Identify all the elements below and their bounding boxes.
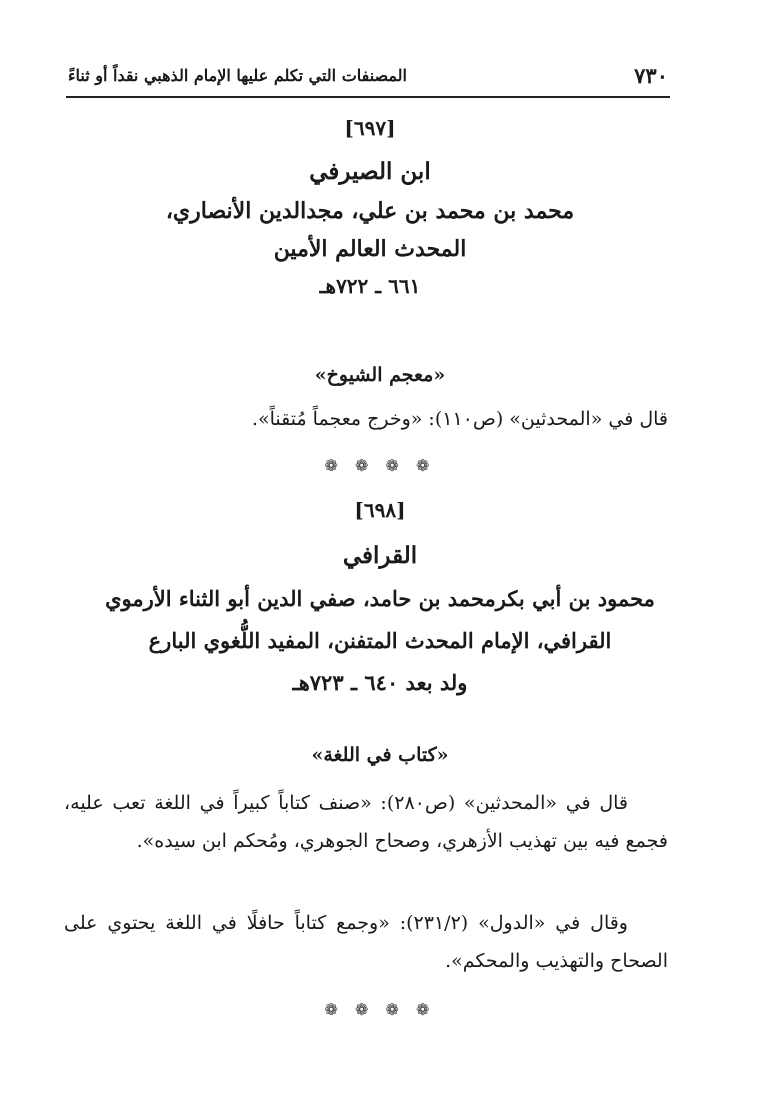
- entry-full-name-line1: محمود بن أبي بكرمحمد بن حامد، صفي الدين أبو الثناء الأرموي: [105, 586, 655, 611]
- section-separator: ❁ ❁ ❁ ❁: [324, 1000, 436, 1019]
- quote-3-text: وقال في «الدول» (٢٣١/٢): «وجمع كتاباً حافلًا في اللغة يحتوي على الصحاح والتهذيب والمحكم».: [64, 912, 668, 972]
- section-separator: ❁ ❁ ❁ ❁: [324, 456, 436, 475]
- page-header: [68, 60, 668, 90]
- entry-descriptor: المحدث العالم الأمين: [273, 236, 467, 262]
- header-rule: [66, 96, 670, 98]
- work-title-2: «كتاب في اللغة»: [311, 744, 449, 766]
- running-title: المصنفات التي تكلم عليها الإمام الذهبي نقداً أو ثناءً: [68, 65, 407, 85]
- entry-full-name: محمد بن محمد بن علي، مجدالدين الأنصاري،: [165, 198, 575, 224]
- work-title-1: «معجم الشيوخ»: [314, 364, 446, 386]
- entry-number: [٦٩٧]: [344, 116, 396, 140]
- entry-name: القرافي: [342, 542, 418, 569]
- quote-3: [64, 904, 668, 980]
- entry-number: [٦٩٨]: [354, 498, 406, 522]
- quote-1: قال في «المحدثين» (ص١١٠): «وخرج معجماً مُتقناً».: [251, 408, 668, 430]
- entry-name: ابن الصيرفي: [309, 158, 431, 185]
- entry-698-header: [50, 500, 710, 712]
- quote-2-text: قال في «المحدثين» (ص٢٨٠): «صنف كتاباً كبيراً في اللغة تعب عليه، فجمع فيه بين تهذيب الأزهري، وصحاح الجوهري، ومُحكم ابن سيده».: [64, 792, 668, 852]
- quote-2: [64, 784, 668, 860]
- page-number: ٧٣٠: [634, 62, 668, 88]
- entry-dates: ولد بعد ٦٤٠ ـ ٧٢٣هـ: [292, 670, 468, 695]
- entry-697-header: [60, 118, 680, 312]
- entry-full-name-line2: القرافي، الإمام المحدث المتفنن، المفيد اللُّغوي البارع: [148, 628, 612, 653]
- entry-dates: ٦٦١ ـ ٧٢٢هـ: [319, 274, 421, 298]
